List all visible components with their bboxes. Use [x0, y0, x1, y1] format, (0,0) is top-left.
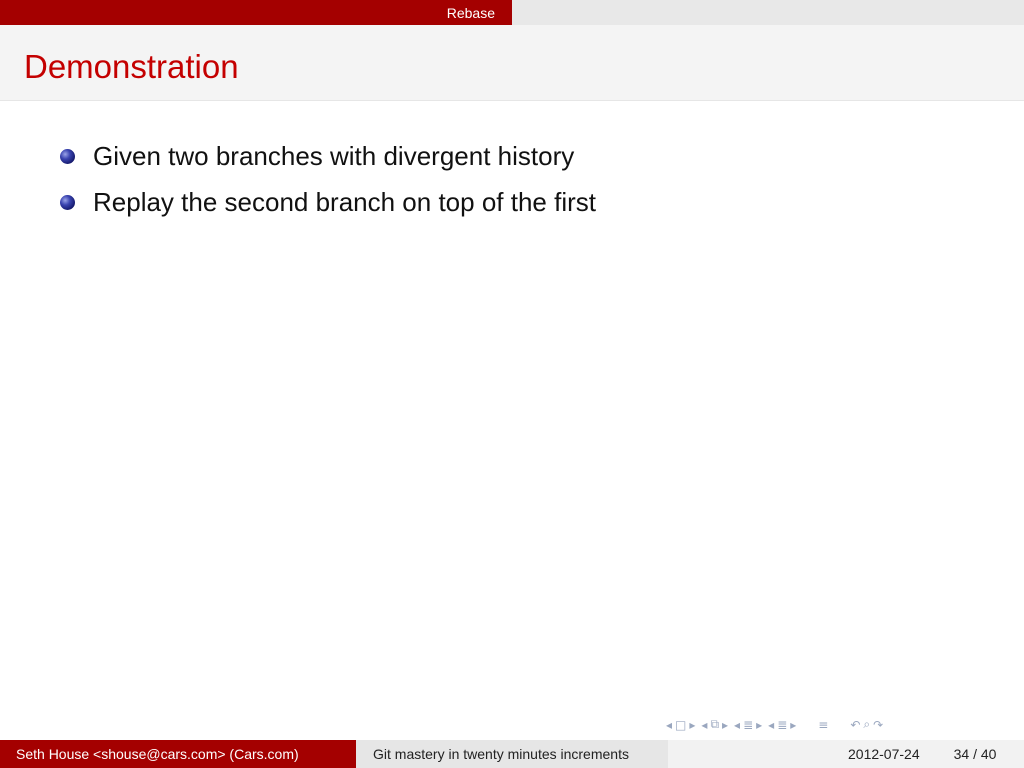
appendix-icon[interactable]: ≡	[818, 717, 829, 732]
frame-title-bar	[0, 25, 1024, 101]
forward-icon[interactable]: ↷	[873, 717, 884, 732]
footer-date-page	[668, 740, 1024, 768]
section-bar-right	[512, 0, 1024, 25]
bullet-item	[60, 179, 596, 225]
bullet-ball-icon	[60, 195, 75, 210]
section-left-arrow-icon[interactable]: ◂	[734, 717, 741, 732]
bullet-text: Replay the second branch on top of the first	[93, 186, 596, 217]
bullet-list	[60, 133, 596, 225]
document-right-arrow-icon[interactable]: ▸	[790, 717, 797, 732]
section-tab[interactable]	[0, 0, 512, 25]
search-icon[interactable]: ⌕	[863, 717, 871, 731]
footer-author	[0, 740, 356, 768]
document-icon[interactable]: ≣	[777, 717, 788, 732]
back-icon[interactable]: ↶	[850, 717, 861, 732]
frame-right-arrow-icon[interactable]: ▸	[689, 717, 696, 732]
bullet-text: Given two branches with divergent history	[93, 140, 575, 171]
section-right-arrow-icon[interactable]: ▸	[756, 717, 763, 732]
subsection-left-arrow-icon[interactable]: ◂	[701, 717, 708, 732]
bullet-ball-icon	[60, 149, 75, 164]
document-left-arrow-icon[interactable]: ◂	[768, 717, 775, 732]
frame-icon[interactable]: □	[675, 717, 687, 732]
footer-date: 2012-07-24	[848, 746, 920, 762]
footer-title	[356, 740, 668, 768]
section-label[interactable]: Rebase	[446, 4, 495, 21]
navigation-symbols	[666, 717, 883, 732]
footer-title-text: Git mastery in twenty minutes increments	[373, 746, 629, 762]
slide-title: Demonstration	[24, 48, 239, 85]
section-icon[interactable]: ≣	[743, 717, 754, 732]
bullet-item	[60, 133, 596, 179]
footer-author-text: Seth House <shouse@cars.com> (Cars.com)	[16, 746, 299, 762]
footer	[0, 740, 1024, 768]
subsection-icon[interactable]: ⧉	[710, 717, 720, 731]
frame-left-arrow-icon[interactable]: ◂	[666, 717, 673, 732]
section-navigation-bar	[0, 0, 1024, 25]
subsection-right-arrow-icon[interactable]: ▸	[722, 717, 729, 732]
footer-page-number: 34 / 40	[953, 746, 997, 762]
